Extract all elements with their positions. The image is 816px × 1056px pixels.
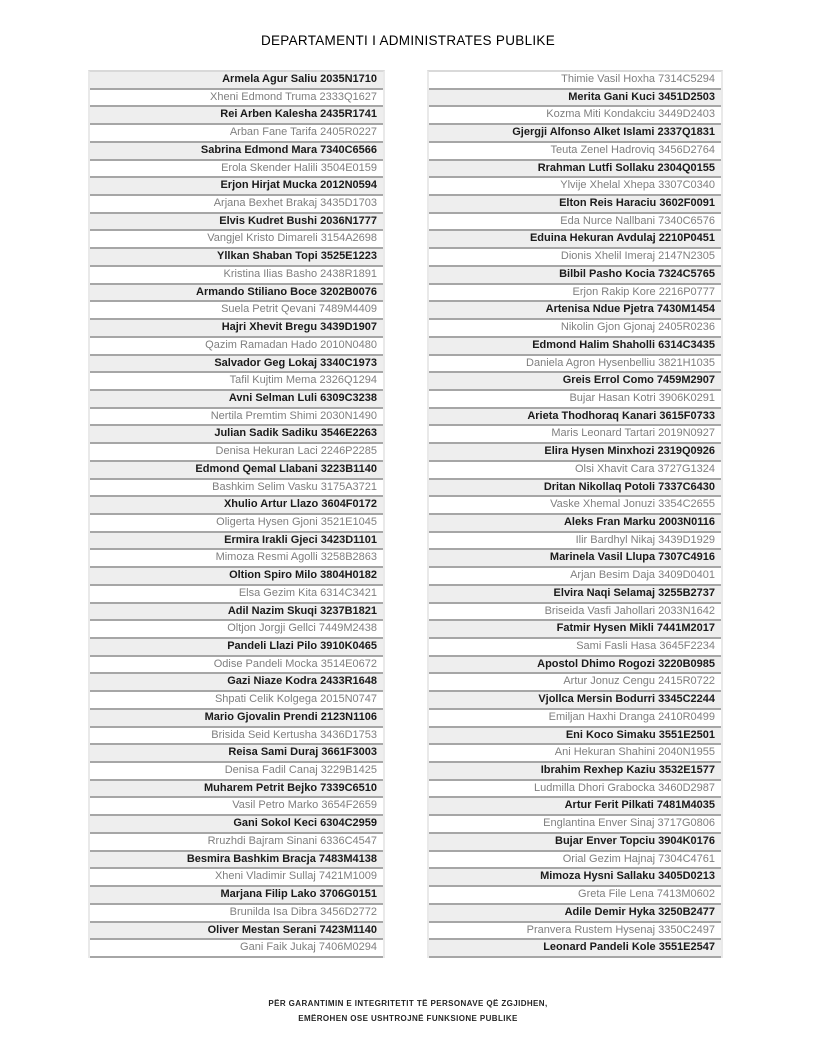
table-row: Denisa Fadil Canaj 3229B1425 — [90, 763, 383, 781]
table-row: Reisa Sami Duraj 3661F3003 — [90, 745, 383, 763]
table-row: Mimoza Hysni Sallaku 3405D0213 — [429, 869, 721, 887]
column-right — [427, 70, 723, 958]
table-row: Mimoza Resmi Agolli 3258B2863 — [90, 550, 383, 568]
table-row: Arban Fane Tarifa 2405R0227 — [90, 125, 383, 143]
table-row: Tafil Kujtim Mema 2326Q1294 — [90, 373, 383, 391]
table-row: Muharem Petrit Bejko 7339C6510 — [90, 781, 383, 799]
table-row: Ani Hekuran Shahini 2040N1955 — [429, 745, 721, 763]
table-row: Marinela Vasil Llupa 7307C4916 — [429, 550, 721, 568]
page-title: DEPARTAMENTI I ADMINISTRATES PUBLIKE — [260, 33, 556, 48]
table-row: Greis Errol Como 7459M2907 — [429, 373, 721, 391]
table-row: Denisa Hekuran Laci 2246P2285 — [90, 444, 383, 462]
table-row: Sami Fasli Hasa 3645F2234 — [429, 639, 721, 657]
table-row: Greta File Lena 7413M0602 — [429, 887, 721, 905]
table-row: Sabrina Edmond Mara 7340C6566 — [90, 143, 383, 161]
column-left — [88, 70, 385, 958]
table-row: Oliver Mestan Serani 7423M1140 — [90, 923, 383, 941]
table-row: Brunilda Isa Dibra 3456D2772 — [90, 905, 383, 923]
table-row: Ylvije Xhelal Xhepa 3307C0340 — [429, 178, 721, 196]
table-row: Daniela Agron Hysenbelliu 3821H1035 — [429, 356, 721, 374]
table-row: Besmira Bashkim Bracja 7483M4138 — [90, 852, 383, 870]
table-row: Artur Jonuz Cengu 2415R0722 — [429, 674, 721, 692]
name-list-table — [88, 70, 723, 958]
table-row: Briseida Vasfi Jahollari 2033N1642 — [429, 604, 721, 622]
table-row: Oltjon Jorgji Gellci 7449M2438 — [90, 621, 383, 639]
table-row: Vaske Xhemal Jonuzi 3354C2655 — [429, 497, 721, 515]
table-row: Eduina Hekuran Avdulaj 2210P0451 — [429, 231, 721, 249]
table-row: Xheni Edmond Truma 2333Q1627 — [90, 90, 383, 108]
table-row: Edmond Qemal Llabani 3223B1140 — [90, 462, 383, 480]
table-row: Julian Sadik Sadiku 3546E2263 — [90, 426, 383, 444]
table-row: Bashkim Selim Vasku 3175A3721 — [90, 480, 383, 498]
table-row: Englantina Enver Sinaj 3717G0806 — [429, 816, 721, 834]
table-row: Adile Demir Hyka 3250B2477 — [429, 905, 721, 923]
table-row: Merita Gani Kuci 3451D2503 — [429, 90, 721, 108]
table-row: Bilbil Pasho Kocia 7324C5765 — [429, 267, 721, 285]
table-row: Armando Stiliano Boce 3202B0076 — [90, 285, 383, 303]
footer-line-1: PËR GARANTIMIN E INTEGRITETIT TË PERSONAVE QË ZGJIDHEN, — [268, 999, 548, 1008]
table-row: Ludmilla Dhori Grabocka 3460D2987 — [429, 781, 721, 799]
table-row: Bujar Hasan Kotri 3906K0291 — [429, 391, 721, 409]
table-row: Brisida Seid Kertusha 3436D1753 — [90, 728, 383, 746]
table-row: Suela Petrit Qevani 7489M4409 — [90, 302, 383, 320]
table-row: Gazi Niaze Kodra 2433R1648 — [90, 674, 383, 692]
table-row: Elton Reis Haraciu 3602F0091 — [429, 196, 721, 214]
table-row: Olsi Xhavit Cara 3727G1324 — [429, 462, 721, 480]
table-row: Marjana Filip Lako 3706G0151 — [90, 887, 383, 905]
table-row: Maris Leonard Tartari 2019N0927 — [429, 426, 721, 444]
table-row: Xhulio Artur Llazo 3604F0172 — [90, 497, 383, 515]
table-row: Emiljan Haxhi Dranga 2410R0499 — [429, 710, 721, 728]
table-row: Thimie Vasil Hoxha 7314C5294 — [429, 72, 721, 90]
table-row: Kozma Miti Kondakciu 3449D2403 — [429, 107, 721, 125]
table-row: Adil Nazim Skuqi 3237B1821 — [90, 604, 383, 622]
table-row: Armela Agur Saliu 2035N1710 — [90, 72, 383, 90]
table-row: Aleks Fran Marku 2003N0116 — [429, 515, 721, 533]
table-row: Teuta Zenel Hadroviq 3456D2764 — [429, 143, 721, 161]
table-row: Elsa Gezim Kita 6314C3421 — [90, 586, 383, 604]
table-row: Ermira Irakli Gjeci 3423D1101 — [90, 533, 383, 551]
table-row: Mario Gjovalin Prendi 2123N1106 — [90, 710, 383, 728]
table-row: Dritan Nikollaq Potoli 7337C6430 — [429, 480, 721, 498]
table-row: Erola Skender Halili 3504E0159 — [90, 161, 383, 179]
table-row: Erjon Rakip Kore 2216P0777 — [429, 285, 721, 303]
table-row: Nikolin Gjon Gjonaj 2405R0236 — [429, 320, 721, 338]
table-row: Gjergji Alfonso Alket Islami 2337Q1831 — [429, 125, 721, 143]
table-row: Bujar Enver Topciu 3904K0176 — [429, 834, 721, 852]
table-row: Salvador Geg Lokaj 3340C1973 — [90, 356, 383, 374]
table-row: Elvira Naqi Selamaj 3255B2737 — [429, 586, 721, 604]
table-row: Dionis Xhelil Imeraj 2147N2305 — [429, 249, 721, 267]
table-row: Edmond Halim Shaholli 6314C3435 — [429, 338, 721, 356]
table-row: Elvis Kudret Bushi 2036N1777 — [90, 214, 383, 232]
table-row: Rruzhdi Bajram Sinani 6336C4547 — [90, 834, 383, 852]
table-row: Avni Selman Luli 6309C3238 — [90, 391, 383, 409]
table-row: Kristina Ilias Basho 2438R1891 — [90, 267, 383, 285]
table-row: Ibrahim Rexhep Kaziu 3532E1577 — [429, 763, 721, 781]
table-row: Oligerta Hysen Gjoni 3521E1045 — [90, 515, 383, 533]
footer-line-2: EMËROHEN OSE USHTROJNË FUNKSIONE PUBLIKE — [298, 1014, 518, 1023]
table-row: Vangjel Kristo Dimareli 3154A2698 — [90, 231, 383, 249]
table-row: Pranvera Rustem Hysenaj 3350C2497 — [429, 923, 721, 941]
table-row: Hajri Xhevit Bregu 3439D1907 — [90, 320, 383, 338]
table-row: Apostol Dhimo Rogozi 3220B0985 — [429, 657, 721, 675]
table-row: Gani Sokol Keci 6304C2959 — [90, 816, 383, 834]
table-row: Pandeli Llazi Pilo 3910K0465 — [90, 639, 383, 657]
table-row: Vjollca Mersin Bodurri 3345C2244 — [429, 692, 721, 710]
table-row: Orial Gezim Hajnaj 7304C4761 — [429, 852, 721, 870]
table-row: Yllkan Shaban Topi 3525E1223 — [90, 249, 383, 267]
table-row: Oltion Spiro Milo 3804H0182 — [90, 568, 383, 586]
table-row: Arieta Thodhoraq Kanari 3615F0733 — [429, 409, 721, 427]
table-row: Shpati Celik Kolgega 2015N0747 — [90, 692, 383, 710]
table-row: Erjon Hirjat Mucka 2012N0594 — [90, 178, 383, 196]
table-row: Elira Hysen Minxhozi 2319Q0926 — [429, 444, 721, 462]
table-row: Gani Faik Jukaj 7406M0294 — [90, 940, 383, 958]
table-row: Arjana Bexhet Brakaj 3435D1703 — [90, 196, 383, 214]
table-row: Ilir Bardhyl Nikaj 3439D1929 — [429, 533, 721, 551]
table-row: Qazim Ramadan Hado 2010N0480 — [90, 338, 383, 356]
table-row: Artur Ferit Pilkati 7481M4035 — [429, 798, 721, 816]
table-row: Artenisa Ndue Pjetra 7430M1454 — [429, 302, 721, 320]
table-row: Arjan Besim Daja 3409D0401 — [429, 568, 721, 586]
footer-note — [0, 996, 816, 1026]
table-row: Fatmir Hysen Mikli 7441M2017 — [429, 621, 721, 639]
table-row: Rrahman Lutfi Sollaku 2304Q0155 — [429, 161, 721, 179]
table-row: Nertila Premtim Shimi 2030N1490 — [90, 409, 383, 427]
table-row: Odise Pandeli Mocka 3514E0672 — [90, 657, 383, 675]
table-row: Eni Koco Simaku 3551E2501 — [429, 728, 721, 746]
table-row: Leonard Pandeli Kole 3551E2547 — [429, 940, 721, 958]
table-row: Vasil Petro Marko 3654F2659 — [90, 798, 383, 816]
table-row: Eda Nurce Nallbani 7340C6576 — [429, 214, 721, 232]
table-row: Xheni Vladimir Sullaj 7421M1009 — [90, 869, 383, 887]
table-row: Rei Arben Kalesha 2435R1741 — [90, 107, 383, 125]
